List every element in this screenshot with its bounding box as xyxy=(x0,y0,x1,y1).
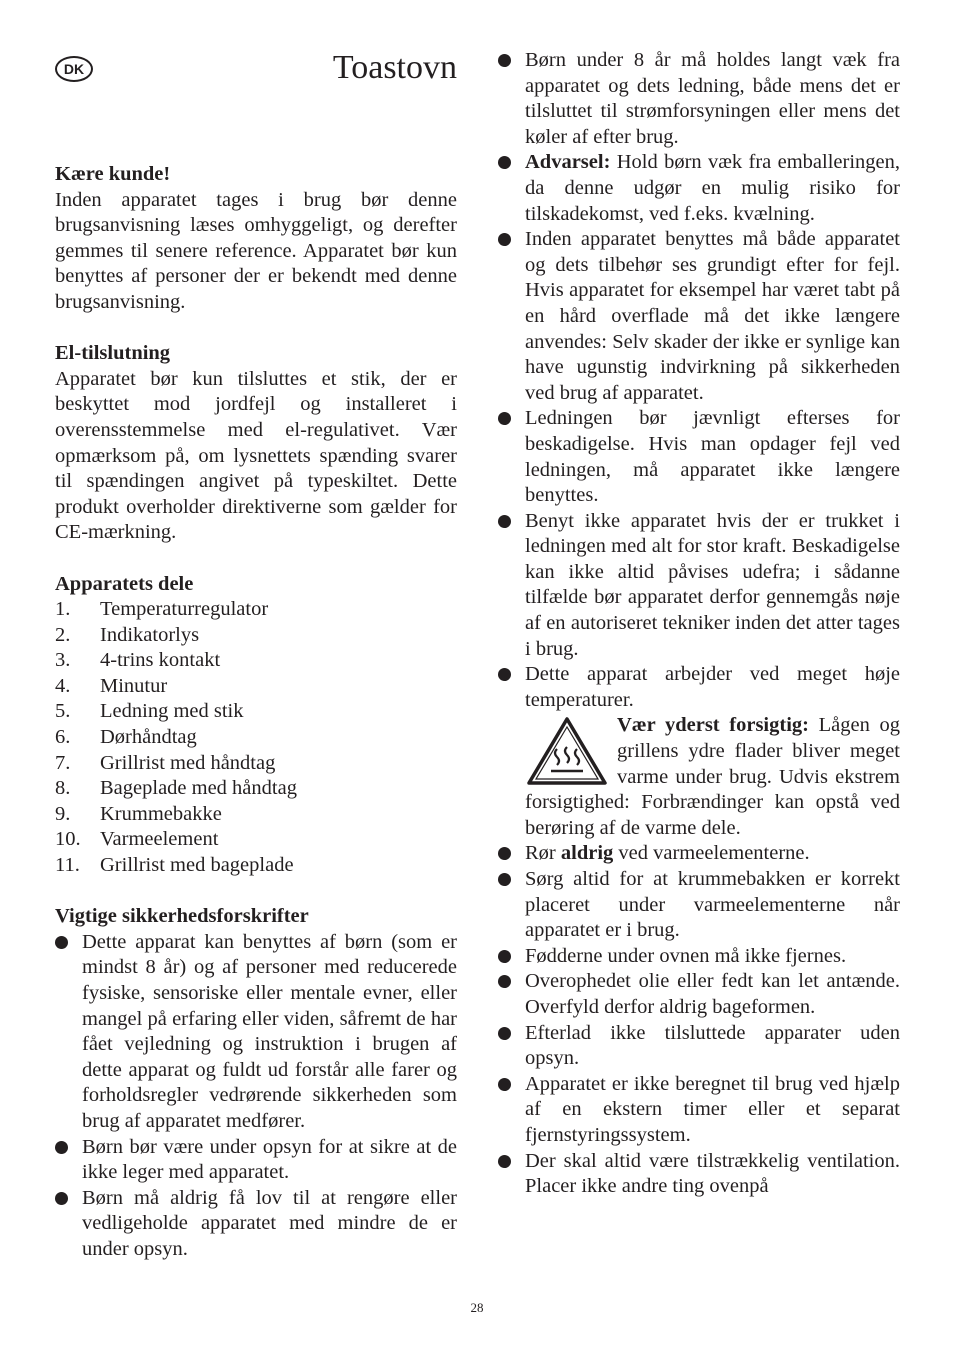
list-item: 3. 4-trins kontakt xyxy=(55,649,221,672)
safety-heading: Vigtige sikkerhedsforskrifter xyxy=(55,905,309,928)
list-item: Sørg altid for at krummebakken er korrekt placeret under varmeelementerne når apparatet er i brug. xyxy=(498,867,900,944)
list-item: Fødderne under ovnen må ikke fjernes. xyxy=(498,944,900,970)
list-item: 10. Varmeelement xyxy=(55,828,219,851)
bullet-icon xyxy=(498,233,511,246)
bullet-icon xyxy=(498,515,511,528)
safety-list-right xyxy=(498,48,900,1200)
intro-section xyxy=(55,162,457,316)
list-item: Dette apparat arbejder ved meget høje temperaturer. xyxy=(498,662,900,713)
list-item: Dette apparat kan benyttes af børn (som er mindst 8 år) og af personer med reducerede fysiske, sensoriske eller mentale evner, eller mangel på erfaring eller viden, såfremt de har fået vejledning og instruktion i brugen af dette apparat og fuldt ud forstår alle farer og forholdsregler vedrørende sikkerheden som brug af apparatet medfører. xyxy=(55,930,457,1135)
bullet-icon xyxy=(498,847,511,860)
page-number: 28 xyxy=(470,1300,484,1315)
list-item: 8. Bageplade med håndtag xyxy=(55,777,297,800)
list-item: Benyt ikke apparatet hvis der er trukket i ledningen med alt for stor kraft. Beskadigelse kan ikke altid påvises udefra; i sådanne tilfælde bør apparatet derfor gennemgås nøje af en autoriseret tekniker inden det atter tages i brug. xyxy=(498,509,900,663)
list-item: 2. Indikatorlys xyxy=(55,623,200,646)
list-item: 6. Dørhåndtag xyxy=(55,726,197,749)
list-item: Inden apparatet benyttes må både apparatet og dets tilbehør ses grundigt efter for fejl. Hvis apparatet for eksempel har været tabt på en hård overflade må det ikke længere anvendes: Selv skader der ikke er synlige kan have ugunstig indvirkning på sikkerheden ved brug af apparatet. xyxy=(498,227,900,406)
list-item: 9. Krummebakke xyxy=(55,802,222,825)
bullet-icon xyxy=(498,1155,511,1168)
bullet-icon xyxy=(55,1141,68,1154)
warning-block xyxy=(498,713,900,841)
warning-label: Vær yderst forsigtig: xyxy=(617,714,809,737)
parts-heading: Apparatets dele xyxy=(55,572,194,595)
bullet-icon xyxy=(498,1027,511,1040)
list-item: Apparatet er ikke beregnet til brug ved hjælp af en ekstern timer eller et separat fjernstyringssystem. xyxy=(498,1072,900,1149)
intro-text: Inden apparatet tages i brug bør denne brugsanvisning læses omhyggeligt, og derefter gemmes til senere reference. Apparatet bør kun benyttes af personer der er bekendt med denne brugsanvisning. xyxy=(55,188,457,313)
left-column xyxy=(55,48,457,1288)
bullet-icon xyxy=(498,873,511,886)
list-item: Overophedet olie eller fedt kan let antænde. Overfyld derfor aldrig bageformen. xyxy=(498,969,900,1020)
list-item: 1. Temperaturregulator xyxy=(55,598,269,621)
parts-list xyxy=(55,597,457,879)
list-item: Ledningen bør jævnligt efterses for beskadigelse. Hvis man opdager fejl ved ledningen, må apparatet ikke længere benyttes. xyxy=(498,406,900,508)
electrical-heading: El-tilslutning xyxy=(55,342,171,365)
hot-surface-warning-icon xyxy=(525,715,609,787)
electrical-section xyxy=(55,341,457,546)
list-item: Børn bør være under opsyn for at sikre at de ikke leger med apparatet. xyxy=(55,1135,457,1186)
bullet-icon xyxy=(55,936,68,949)
list-item: Børn må aldrig få lov til at rengøre eller vedligeholde apparatet med mindre de er under opsyn. xyxy=(55,1186,457,1263)
list-item: Efterlad ikke tilsluttede apparater uden opsyn. xyxy=(498,1021,900,1072)
bullet-icon xyxy=(498,1078,511,1091)
safety-list-left xyxy=(55,930,457,1263)
right-column xyxy=(498,48,900,1200)
parts-section xyxy=(55,572,457,879)
page-title: Toastovn xyxy=(332,49,457,86)
list-item: 4. Minutur xyxy=(55,674,168,697)
safety-section xyxy=(55,904,457,1262)
electrical-text: Apparatet bør kun tilsluttes et stik, der er beskyttet mod jordfejl og installeret i overensstemmelse med el-regulativet. Vær opmærksom på, om lysnettets spænding svarer til spændingen angivet på typeskiltet. Dette produkt overholder direktiverne som gælder for CE-mærkning. xyxy=(55,367,457,544)
warning-text: Lågen og grillens ydre flader bliver meget varme under brug. Udvis ekstrem forsigtighed: Forbrændinger kan opstå ved berøring af de varme dele. xyxy=(525,714,900,839)
bullet-icon xyxy=(498,54,511,67)
list-item: Der skal altid være tilstrækkelig ventilation. Placer ikke andre ting ovenpå xyxy=(498,1149,900,1200)
bullet-icon xyxy=(498,950,511,963)
bullet-icon xyxy=(498,412,511,425)
bullet-icon xyxy=(498,156,511,169)
list-item: 5. Ledning med stik xyxy=(55,700,244,723)
list-item: 7. Grillrist med håndtag xyxy=(55,751,276,774)
bullet-icon xyxy=(498,975,511,988)
intro-heading: Kære kunde! xyxy=(55,163,171,185)
page-header xyxy=(55,48,457,112)
list-item: Advarsel: Hold børn væk fra emballeringen, da denne udgør en mulig risiko for tilskadekomst, ved f.eks. kvælning. xyxy=(498,150,900,227)
list-item: Rør aldrig ved varmeelementerne. xyxy=(498,841,900,867)
list-item: Børn under 8 år må holdes langt væk fra apparatet og dets ledning, både mens det er tilsluttet til strømforsyningen eller mens det køler af efter brug. xyxy=(498,48,900,150)
bullet-icon xyxy=(498,668,511,681)
bullet-icon xyxy=(55,1192,68,1205)
language-badge: DK xyxy=(55,56,93,82)
list-item: 11. Grillrist med bageplade xyxy=(55,854,294,877)
